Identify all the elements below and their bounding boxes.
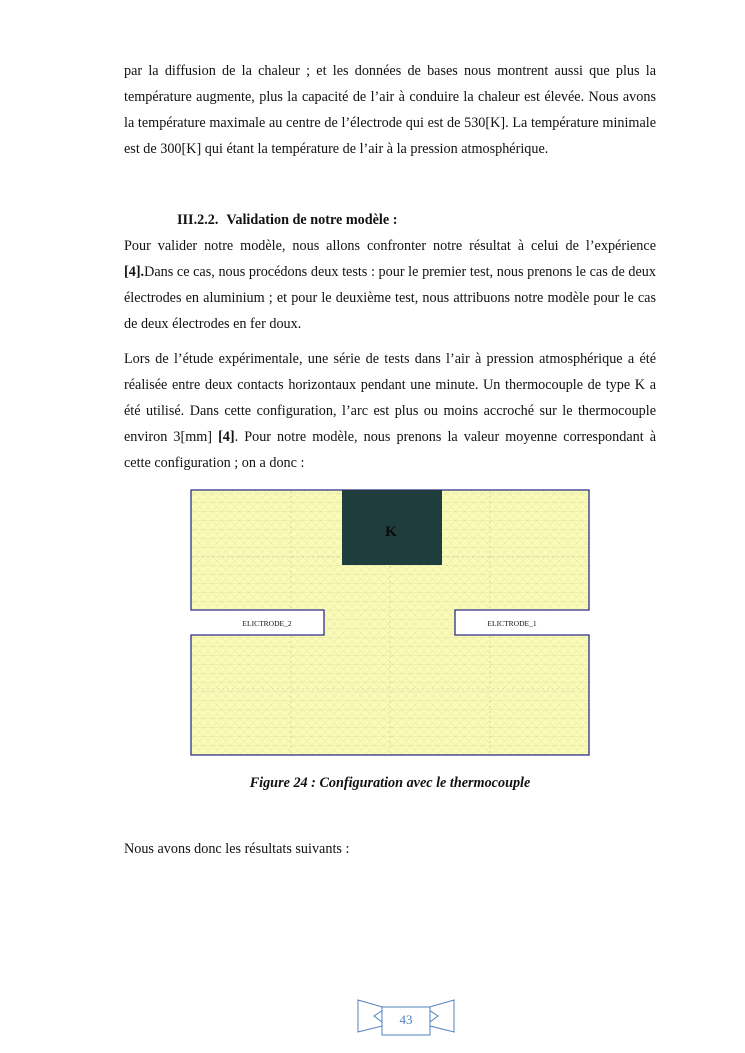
paragraph-experiment-text-start: Lors de l’étude expérimentale, une série de tests dans l’air à pression atmosphérique a été réalisée entre deux contacts horizontaux pendant une minute. Un thermocouple de type K a été utilisé. Dans cette configuration, l’arc est plus ou moins accroché sur le thermocouple environ 3[mm]	[124, 351, 656, 445]
thermocouple-label: K	[385, 524, 397, 540]
section-heading	[177, 207, 397, 233]
reference-citation: [4].	[124, 264, 145, 280]
page-number-ribbon	[356, 996, 456, 1038]
figure-thermocouple-configuration	[190, 489, 590, 756]
paragraph-experiment-text-end: . Pour notre modèle, nous prenons la valeur moyenne correspondant à cette configuration ; on a donc :	[124, 429, 656, 471]
paragraph-results-intro: Nous avons donc les résultats suivants :	[124, 841, 350, 857]
electrode-left-label: ELICTRODE_2	[242, 619, 292, 628]
reference-citation: [4]	[218, 429, 235, 445]
paragraph-heat-diffusion: par la diffusion de la chaleur ; et les données de bases nous montrent aussi que plus la température augmente, plus la capacité de l’air à conduire la chaleur est élevée. Nous avons la température maximale au centre de l’électrode qui est de 530[K]. La température minimale est de 300[K] qui étant la température de l’air à la pression atmosphérique.	[124, 63, 656, 157]
paragraph-validation-text-end: Dans ce cas, nous procédons deux tests : pour le premier test, nous prenons le cas de deux électrodes en aluminium ; et pour le deuxième test, nous attribuons notre modèle pour le cas de deux électrodes en fer doux.	[124, 264, 656, 332]
mesh-diagram	[190, 489, 590, 756]
paragraph-experiment	[124, 346, 656, 476]
electrode-right-label: ELICTRODE_1	[487, 619, 537, 628]
paragraph-validation	[124, 233, 656, 337]
page-number: 43	[399, 1012, 413, 1027]
section-title: Validation de notre modèle :	[226, 212, 398, 228]
paragraph-validation-text-start: Pour valider notre modèle, nous allons confronter notre résultat à celui de l’expérience	[124, 238, 656, 254]
section-number: III.2.2.	[177, 212, 219, 228]
figure-caption: Figure 24 : Configuration avec le thermocouple	[249, 775, 531, 791]
